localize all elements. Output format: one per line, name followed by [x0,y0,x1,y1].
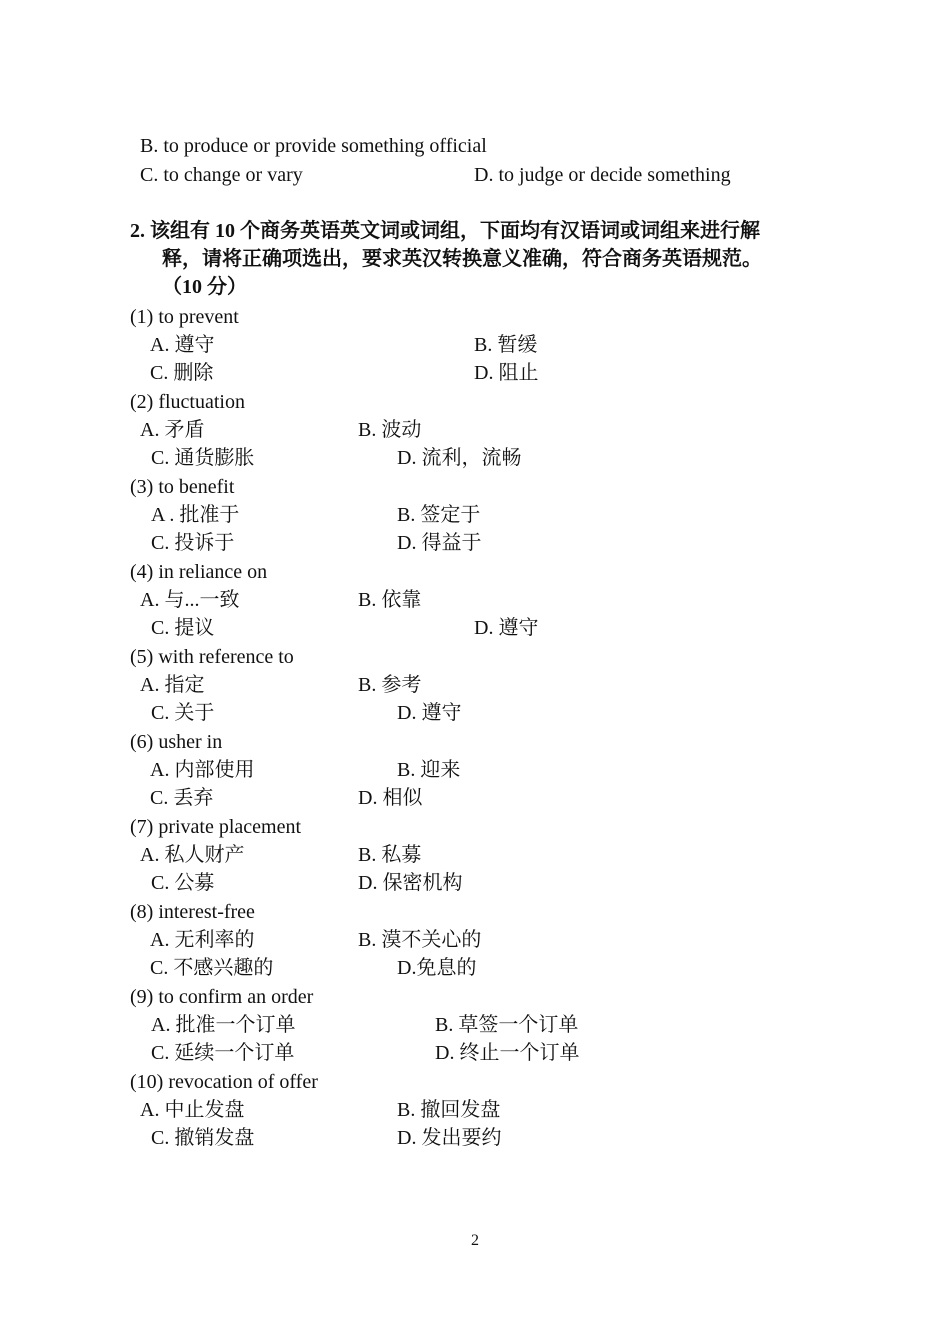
page-number: 2 [471,1232,479,1249]
question-10: (10) revocation of offer [130,1071,318,1093]
question-3: (3) to benefit [130,476,235,498]
q4-option-b: B. 依靠 [358,589,422,611]
prev-option-b: B. to produce or provide something official [140,135,487,157]
q3-option-b: B. 签定于 [397,504,481,526]
section-heading-line-1: 2. 该组有 10 个商务英语英文词或词组，下面均有汉语词或词组来进行解 [130,220,760,242]
q9-option-b: B. 草签一个订单 [435,1014,579,1036]
q5-option-d: D. 遵守 [397,702,462,724]
q7-option-d: D. 保密机构 [358,872,463,894]
question-6: (6) usher in [130,731,223,753]
q2-option-a: A. 矛盾 [140,419,205,441]
q6-option-c: C. 丢弃 [150,787,214,809]
q1-option-c: C. 删除 [150,362,214,384]
q8-option-c: C. 不感兴趣的 [150,957,274,979]
q5-option-b: B. 参考 [358,674,422,696]
question-2: (2) fluctuation [130,391,245,413]
q5-option-a: A. 指定 [140,674,205,696]
question-9: (9) to confirm an order [130,986,314,1008]
q9-option-a: A. 批准一个订单 [151,1014,296,1036]
prev-option-d: D. to judge or decide something [474,164,731,186]
question-1: (1) to prevent [130,306,239,328]
q3-option-c: C. 投诉于 [151,532,235,554]
q7-option-b: B. 私募 [358,844,422,866]
q6-option-d: D. 相似 [358,787,423,809]
q6-option-b: B. 迎来 [397,759,461,781]
q1-option-a: A. 遵守 [150,334,215,356]
q10-option-c: C. 撤销发盘 [151,1127,255,1149]
q2-option-b: B. 波动 [358,419,422,441]
q1-option-b: B. 暂缓 [474,334,538,356]
q8-option-d: D.免息的 [397,957,477,979]
q8-option-a: A. 无利率的 [150,929,255,951]
q10-option-d: D. 发出要约 [397,1127,502,1149]
section-heading-line-2: 释，请将正确项选出，要求英汉转换意义准确，符合商务英语规范。 [162,248,762,270]
q1-option-d: D. 阻止 [474,362,539,384]
q3-option-d: D. 得益于 [397,532,482,554]
q4-option-c: C. 提议 [151,617,215,639]
question-8: (8) interest-free [130,901,255,923]
section-heading-line-3: （10 分） [162,276,247,298]
q10-option-a: A. 中止发盘 [140,1099,245,1121]
question-7: (7) private placement [130,816,302,838]
q2-option-c: C. 通货膨胀 [151,447,255,469]
q9-option-c: C. 延续一个订单 [151,1042,295,1064]
prev-option-c: C. to change or vary [140,164,303,186]
question-4: (4) in reliance on [130,561,268,583]
q3-option-a: A . 批准于 [151,504,240,526]
q9-option-d: D. 终止一个订单 [435,1042,580,1064]
q10-option-b: B. 撤回发盘 [397,1099,501,1121]
q7-option-a: A. 私人财产 [140,844,245,866]
q4-option-a: A. 与...一致 [140,589,240,611]
q7-option-c: C. 公募 [151,872,215,894]
question-5: (5) with reference to [130,646,294,668]
q6-option-a: A. 内部使用 [150,759,255,781]
q2-option-d: D. 流利，流畅 [397,447,522,469]
q4-option-d: D. 遵守 [474,617,539,639]
q5-option-c: C. 关于 [151,702,215,724]
q8-option-b: B. 漠不关心的 [358,929,482,951]
